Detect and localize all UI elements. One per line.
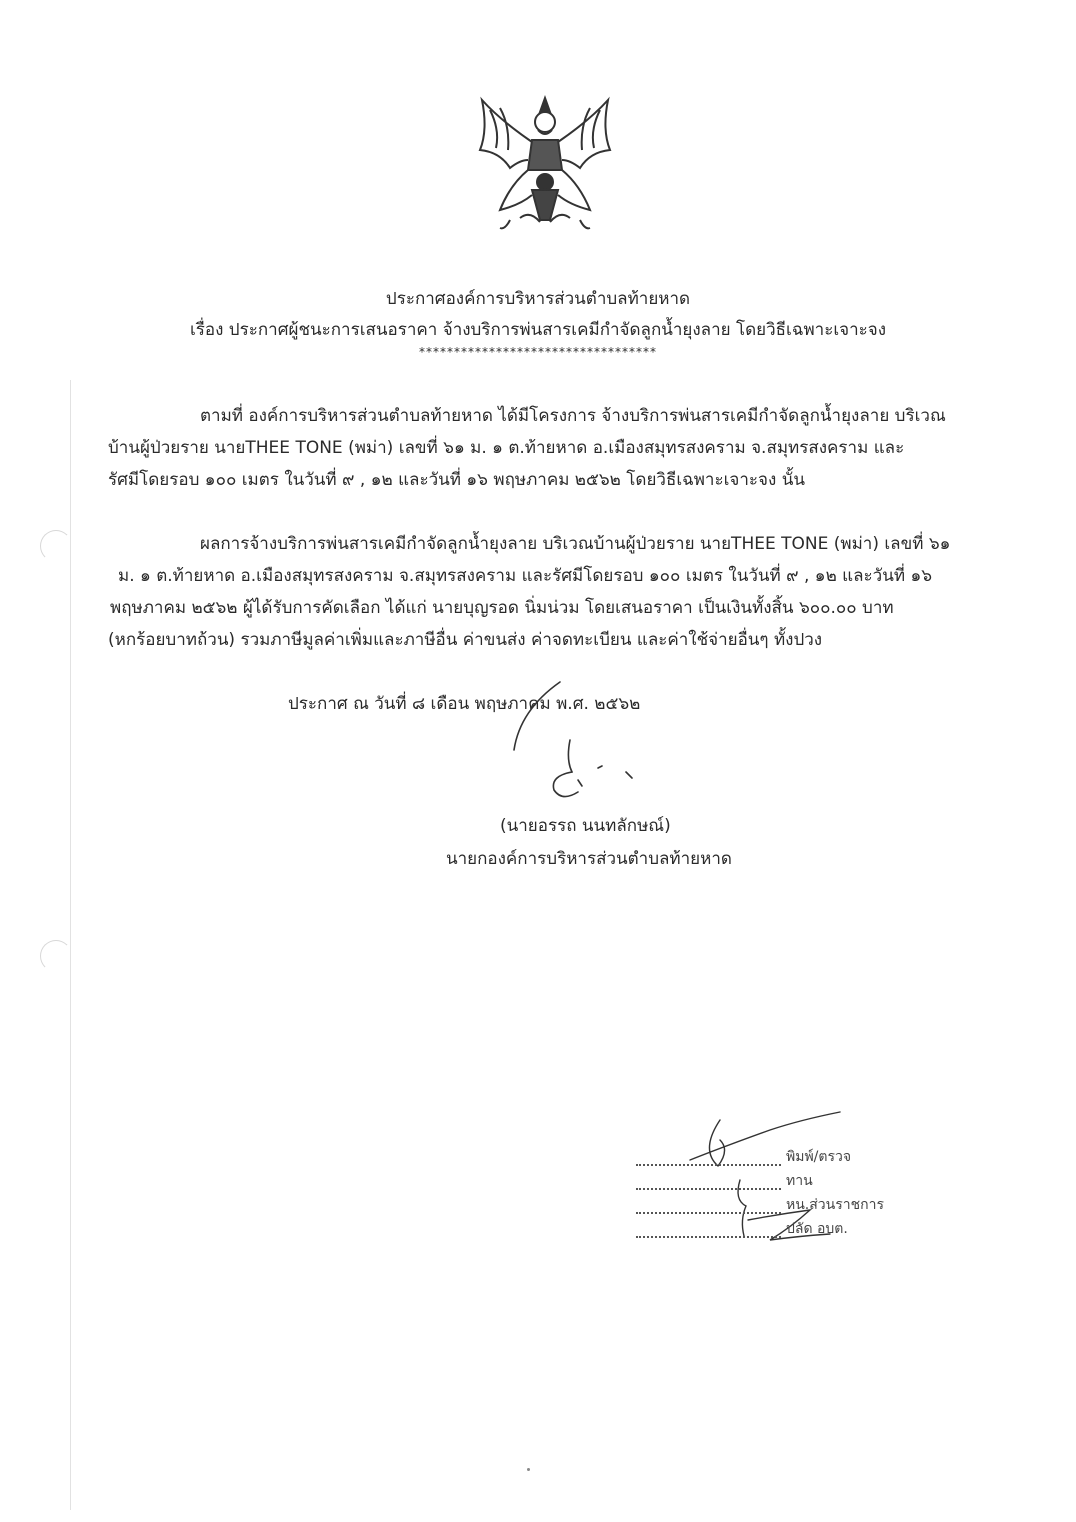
paragraph-line: บ้านผู้ป่วยราย นายTHEE TONE (พม่า) เลขที่ ๖๑ ม. ๑ ต.ท้ายหาด อ.เมืองสมุทรสงคราม จ.สมุทรสงคราม และ (108, 438, 905, 458)
paragraph-line: ตามที่ องค์การบริหารส่วนตำบลท้ายหาด ได้มีโครงการ จ้างบริการพ่นสารเคมีกำจัดลูกน้ำยุงลาย บริเวณ (200, 406, 946, 426)
approval-row (636, 1148, 906, 1172)
approval-row (636, 1196, 906, 1220)
approval-label: ปลัด อบต. (786, 1221, 848, 1237)
divider-stars: ********************************** (419, 345, 657, 359)
paragraph-line: รัศมีโดยรอบ ๑๐๐ เมตร ในวันที่ ๙ , ๑๒ และวันที่ ๑๖ พฤษภาคม ๒๕๖๒ โดยวิธีเฉพาะเจาะจง นั้น (108, 470, 805, 490)
approval-block (636, 1148, 906, 1244)
paragraph-line: ผลการจ้างบริการพ่นสารเคมีกำจัดลูกน้ำยุงลาย บริเวณบ้านผู้ป่วยราย นายTHEE TONE (พม่า) เลขที่ ๖๑ (200, 534, 951, 554)
garuda-emblem (470, 90, 620, 240)
approval-label: พิมพ์/ตรวจ (786, 1149, 852, 1165)
signer-name: (นายอรรถ นนทลักษณ์) (500, 816, 671, 836)
signer-position: นายกองค์การบริหารส่วนตำบลท้ายหาด (446, 849, 732, 869)
paragraph-line: พฤษภาคม ๒๕๖๒ ผู้ได้รับการคัดเลือก ได้แก่ นายบุญรอด นิ่มน่วม โดยเสนอราคา เป็นเงินทั้งสิ้น ๖๐๐.๐๐ บาท (110, 598, 894, 618)
approval-row (636, 1220, 906, 1244)
approval-label: หน.ส่วนราชการ (786, 1197, 884, 1213)
paragraph-result (108, 528, 988, 656)
approval-label: ทาน (786, 1173, 813, 1189)
dotted-line (636, 1164, 781, 1166)
scan-speck (527, 1468, 530, 1471)
dotted-line (636, 1188, 781, 1190)
announce-date: ประกาศ ณ วันที่ ๘ เดือน พฤษภาคม พ.ศ. ๒๕๖๒ (288, 694, 641, 714)
paragraph-line: (หกร้อยบาทถ้วน) รวมภาษีมูลค่าเพิ่มและภาษีอื่น ค่าขนส่ง ค่าจดทะเบียน และค่าใช้จ่ายอื่นๆ ทั้งปวง (108, 630, 823, 650)
announcement-subject: เรื่อง ประกาศผู้ชนะการเสนอราคา จ้างบริการพ่นสารเคมีกำจัดลูกน้ำยุงลาย โดยวิธีเฉพาะเจาะจง (189, 320, 887, 340)
paragraph-background (108, 400, 988, 496)
dotted-line (636, 1212, 781, 1214)
approval-row (636, 1172, 906, 1196)
punch-hole (40, 530, 72, 562)
announcement-title: ประกาศองค์การบริหารส่วนตำบลท้ายหาด (385, 289, 691, 309)
dotted-line (636, 1236, 781, 1238)
punch-hole (40, 940, 72, 972)
handwritten-signature (500, 680, 660, 800)
paragraph-line: ม. ๑ ต.ท้ายหาด อ.เมืองสมุทรสงคราม จ.สมุทรสงคราม และรัศมีโดยรอบ ๑๐๐ เมตร ในวันที่ ๙ , ๑๒ และวันที่ ๑๖ (118, 566, 933, 586)
